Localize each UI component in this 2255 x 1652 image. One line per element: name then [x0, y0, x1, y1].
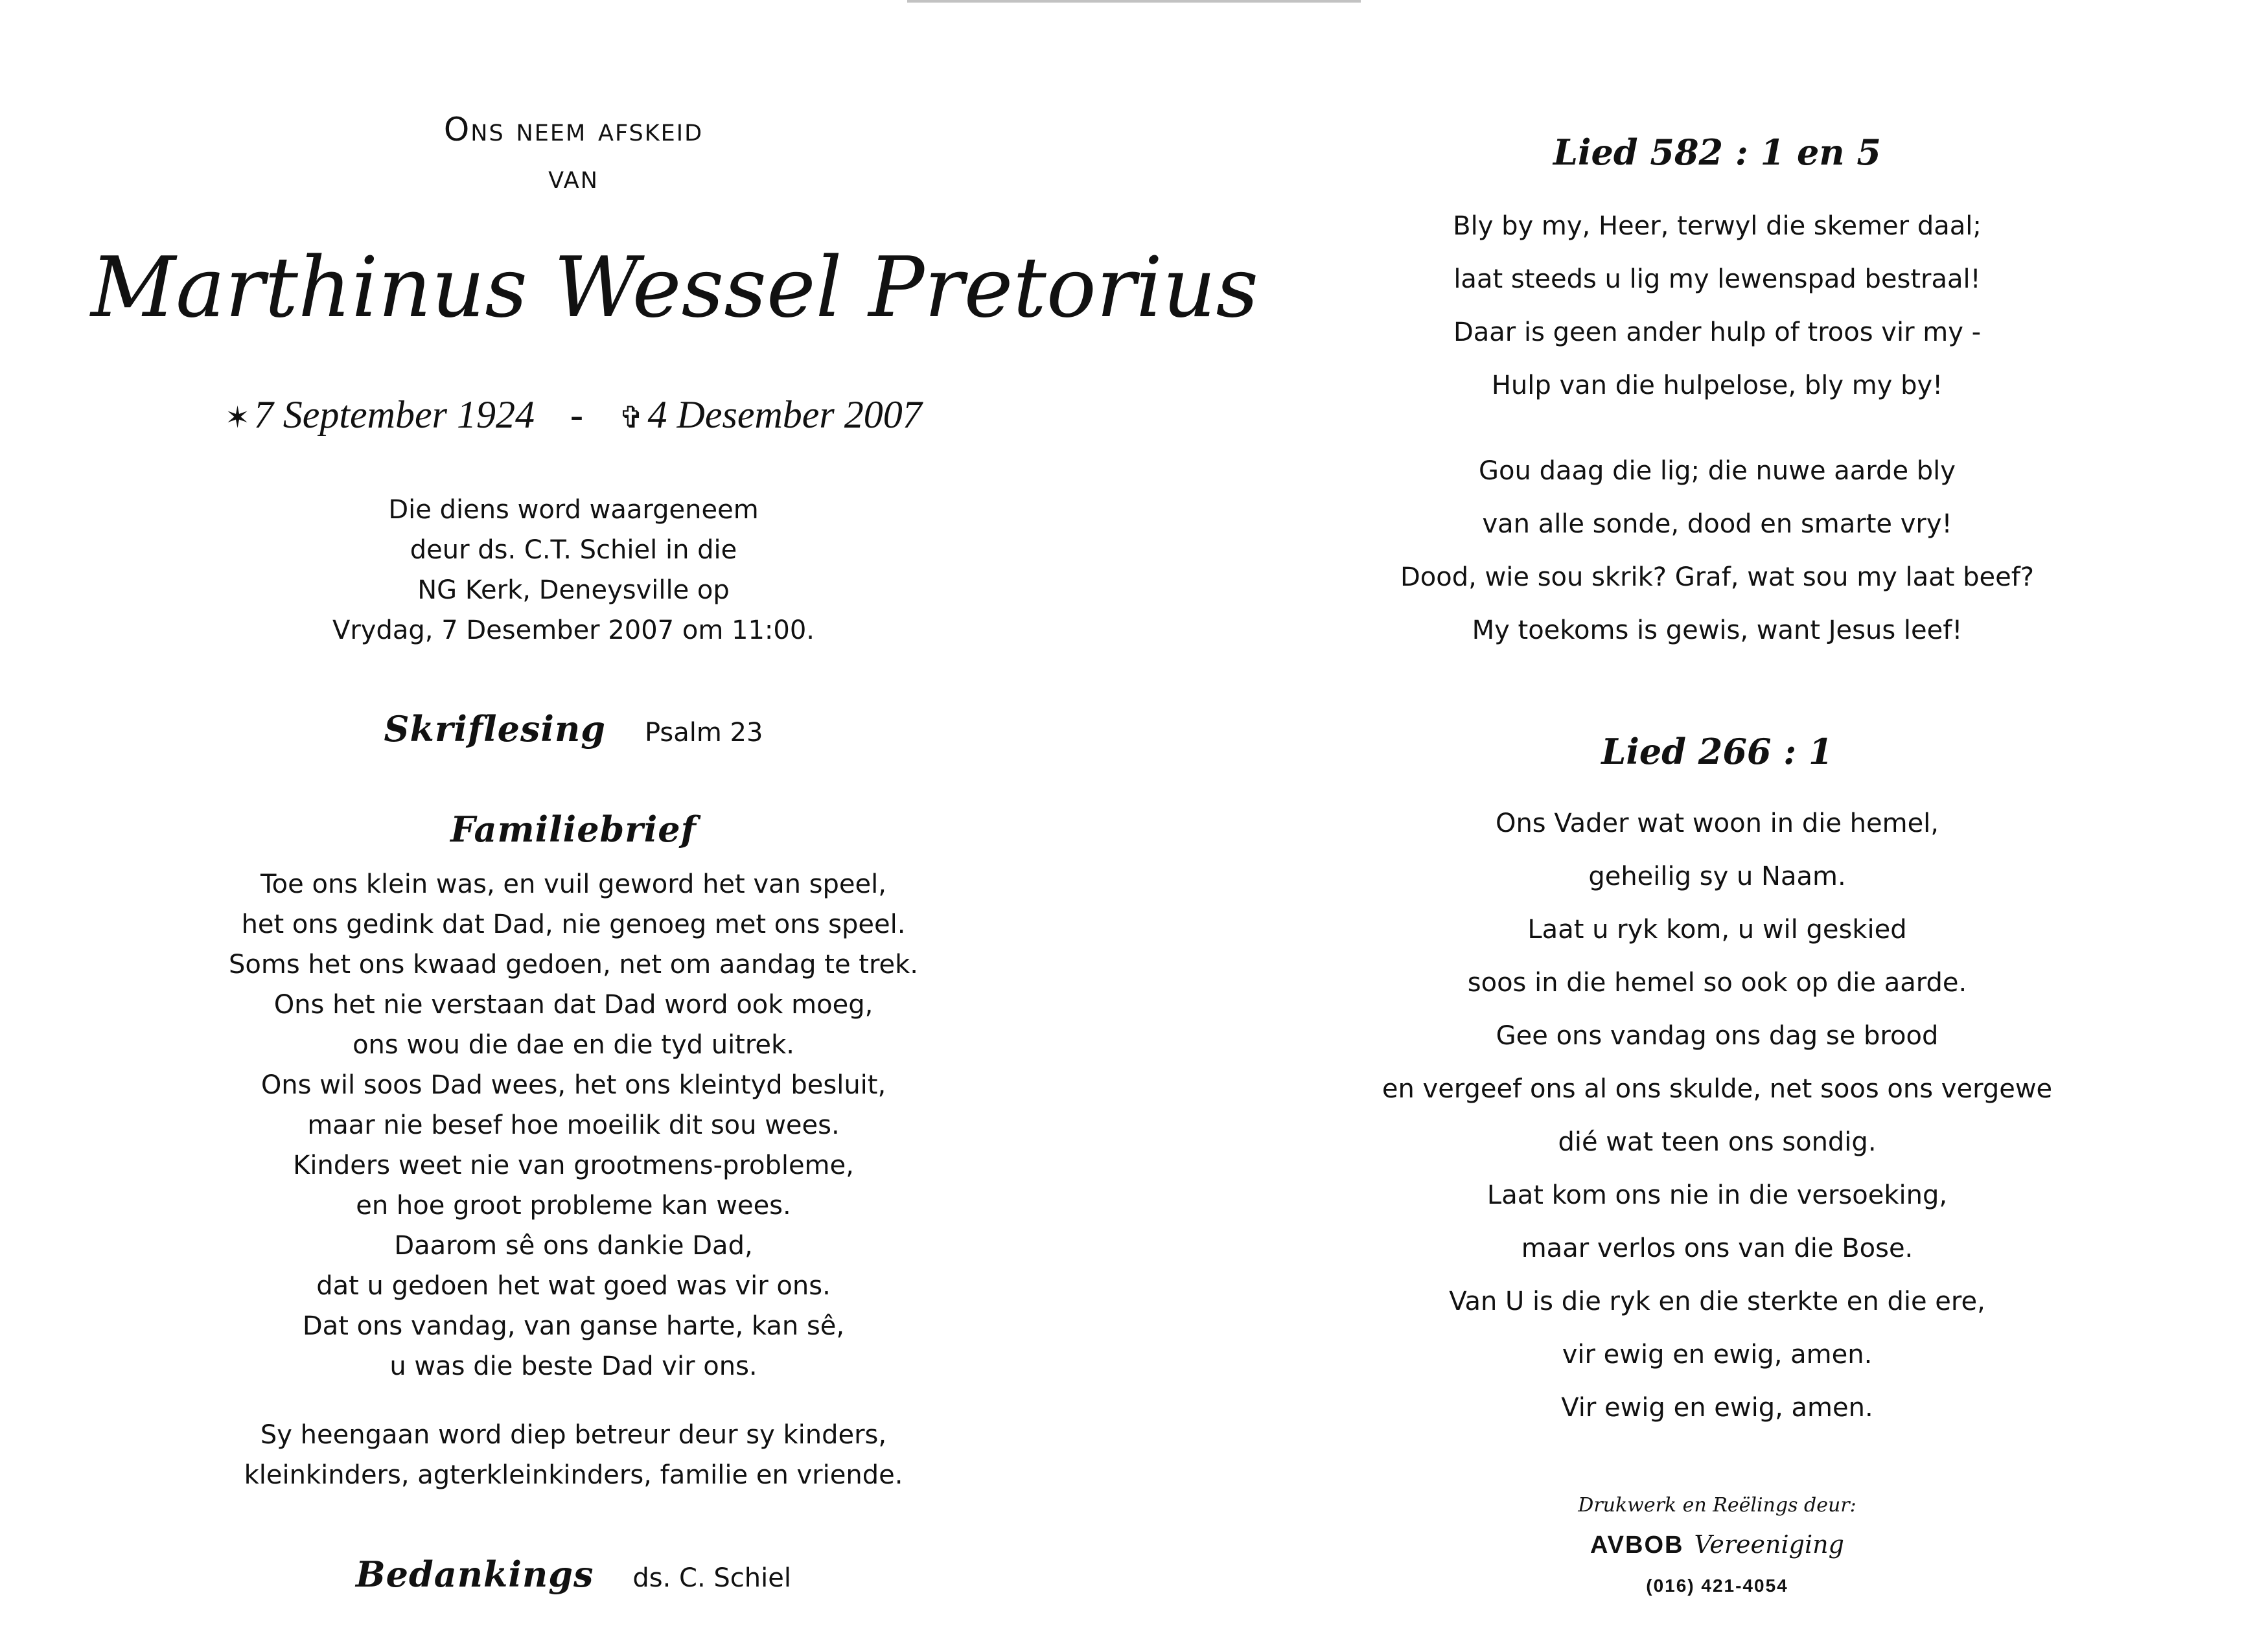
hymn-line: en vergeef ons al ons skulde, net soos ons vergewe	[1382, 1074, 2053, 1104]
hymn-line: van alle sonde, dood en smarte vry!	[1482, 509, 1952, 539]
service-line: Vrydag, 7 Desember 2007 om 11:00.	[332, 615, 815, 645]
printer-phone: (016) 421-4054	[1646, 1576, 1788, 1596]
scripture-value: Psalm 23	[644, 718, 763, 748]
date-separator: -	[570, 393, 583, 436]
mourning-notice	[91, 1415, 1056, 1495]
letter-line: Toe ons klein was, en vuil geword het van speel,	[260, 869, 886, 899]
letter-line: u was die beste Dad vir ons.	[389, 1351, 757, 1381]
family-letter-title: Familiebrief	[450, 809, 697, 850]
deceased-name: Marthinus Wessel Pretorius	[91, 240, 1259, 336]
hymn-266-title: Lied 266 : 1	[1601, 731, 1833, 772]
hymn-line: maar verlos ons van die Bose.	[1521, 1233, 1914, 1263]
printer-name: AVBOB	[1590, 1532, 1684, 1559]
service-line: deur ds. C.T. Schiel in die	[410, 535, 737, 565]
hymn-582-verse-5	[1289, 444, 2145, 657]
letter-line: Dat ons vandag, van ganse harte, kan sê,	[302, 1311, 845, 1341]
hymn-582-title: Lied 582 : 1 en 5	[1553, 132, 1881, 173]
birth-date: 7 September 1924	[253, 393, 535, 436]
letter-line: Kinders weet nie van grootmens-probleme,	[293, 1151, 854, 1180]
letter-line: en hoe groot probleme kan wees.	[356, 1191, 791, 1221]
birth-star-icon: ✶	[225, 400, 250, 435]
hymn-line: Bly by my, Heer, terwyl die skemer daal;	[1453, 211, 1982, 241]
thanks	[91, 1545, 1056, 1612]
hymn-line: geheilig sy u Naam.	[1588, 862, 1846, 891]
hymn-line: Gou daag die lig; die nuwe aarde bly	[1479, 456, 1956, 486]
hymn-line: Vir ewig en ewig, amen.	[1561, 1393, 1873, 1423]
scan-edge-line	[907, 0, 1361, 3]
scripture-label: Skriflesing	[384, 708, 606, 750]
farewell-heading: Ons neem afskeid	[443, 111, 704, 148]
hymn-266-lyrics	[1289, 797, 2145, 1434]
letter-line: Ons het nie verstaan dat Dad word ook moeg,	[273, 990, 873, 1020]
mourning-line: kleinkinders, agterkleinkinders, familie en vriende.	[244, 1460, 903, 1490]
hymn-line: Van U is die ryk en die sterkte en die ere,	[1449, 1287, 1985, 1316]
hymn-line: vir ewig en ewig, amen.	[1562, 1340, 1873, 1370]
printer-name-row	[1289, 1521, 2145, 1573]
letter-line: dat u gedoen het wat goed was vir ons.	[316, 1271, 831, 1301]
family-letter	[91, 864, 1056, 1386]
thanks-value: ds. C. Schiel	[632, 1563, 791, 1593]
mourning-line: Sy heengaan word diep betreur deur sy kinders,	[260, 1420, 887, 1450]
farewell-heading-van: van	[548, 158, 599, 196]
hymn-line: Laat u ryk kom, u wil geskied	[1527, 915, 1907, 945]
death-date: 4 Desember 2007	[647, 393, 922, 436]
hymn-line: soos in die hemel so ook op die aarde.	[1467, 968, 1967, 998]
hymn-line: Hulp van die hulpelose, bly my by!	[1491, 371, 1943, 400]
life-dates	[91, 389, 1056, 443]
thanks-label: Bedankings	[356, 1554, 594, 1595]
printer-location: Vereeniging	[1694, 1530, 1844, 1559]
hymn-line: dié wat teen ons sondig.	[1558, 1127, 1877, 1157]
letter-line: het ons gedink dat Dad, nie genoeg met ons speel.	[241, 910, 906, 939]
scripture-reading	[91, 700, 1056, 767]
printer-credit-line: Drukwerk en Reëlings deur:	[1578, 1494, 1856, 1517]
letter-line: ons wou die dae en die tyd uitrek.	[353, 1030, 794, 1060]
letter-line: Soms het ons kwaad gedoen, net om aandag te trek.	[228, 950, 919, 980]
letter-line: Daarom sê ons dankie Dad,	[394, 1231, 753, 1261]
hymn-line: Laat kom ons nie in die versoeking,	[1486, 1180, 1948, 1210]
service-line: Die diens word waargeneem	[388, 495, 759, 525]
printer-credit	[1289, 1490, 2145, 1599]
hymn-582-verse-1	[1289, 200, 2145, 412]
service-line: NG Kerk, Deneysville op	[417, 575, 730, 605]
hymn-line: laat steeds u lig my lewenspad bestraal!	[1453, 264, 1981, 294]
letter-line: maar nie besef hoe moeilik dit sou wees.	[307, 1110, 840, 1140]
hymn-line: My toekoms is gewis, want Jesus leef!	[1472, 615, 1963, 645]
death-cross-icon: ✞	[618, 400, 644, 435]
hymn-line: Gee ons vandag ons dag se brood	[1496, 1021, 1939, 1051]
hymn-line: Dood, wie sou skrik? Graf, wat sou my laat beef?	[1400, 562, 2035, 592]
service-details	[91, 490, 1056, 650]
hymn-line: Ons Vader wat woon in die hemel,	[1495, 809, 1939, 838]
letter-line: Ons wil soos Dad wees, het ons kleintyd besluit,	[260, 1070, 886, 1100]
hymn-line: Daar is geen ander hulp of troos vir my -	[1453, 317, 1982, 347]
